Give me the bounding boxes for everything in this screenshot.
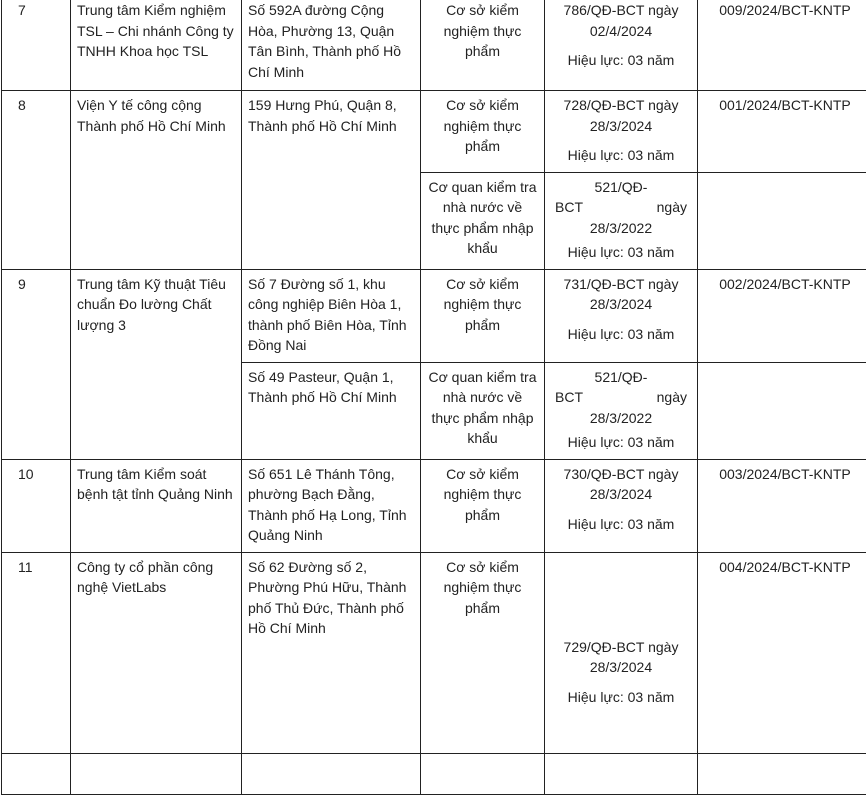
designation-type: Cơ sở kiểm nghiệm thực phẩm [421,552,545,753]
validity: Hiệu lực: 03 năm [551,687,691,708]
designation-type: Cơ quan kiểm tra nhà nước về thực phẩm nhập khẩu [421,362,545,459]
validity: Hiệu lực: 03 năm [551,324,691,345]
decision-number: 521/QĐ- [551,177,691,198]
address: Số 62 Đường số 2, Phường Phú Hữu, Thành phố Thủ Đức, Thành phố Hồ Chí Minh [242,552,421,753]
row-number: 10 [2,459,71,552]
designation-type: Cơ sở kiểm nghiệm thực phẩm [421,91,545,173]
address: Số 7 Đường số 1, khu công nghiệp Biên Hòa 1, thành phố Biên Hòa, Tỉnh Đồng Nai [242,269,421,362]
validity: Hiệu lực: 03 năm [551,432,691,453]
table-row [2,0,866,91]
decision-issuer-line [551,387,691,408]
row-number: 8 [2,91,71,270]
table-row [2,269,866,362]
decision-date: 28/3/2024 [551,657,691,678]
row-number: 9 [2,269,71,459]
decision-date: 28/3/2022 [551,218,691,239]
validity: Hiệu lực: 03 năm [551,50,691,71]
row-number-empty [2,753,71,794]
decision-cell-empty [545,753,698,794]
designation-type: Cơ sở kiểm nghiệm thực phẩm [421,0,545,91]
decision-number: 728/QĐ-BCT ngày [551,95,691,116]
address: 159 Hưng Phú, Quận 8, Thành phố Hồ Chí Minh [242,91,421,270]
table-row [2,552,866,753]
designation-type: Cơ sở kiểm nghiệm thực phẩm [421,459,545,552]
decision-date-label: ngày [657,387,687,408]
table-row-partial [2,753,866,794]
certification-table [1,0,866,795]
decision-issuer: BCT [555,197,583,218]
decision-number: 730/QĐ-BCT ngày [551,464,691,485]
decision-cell [545,552,698,753]
designation-type: Cơ sở kiểm nghiệm thực phẩm [421,269,545,362]
decision-cell [545,172,698,269]
validity: Hiệu lực: 03 năm [551,514,691,535]
organization-name: Trung tâm Kiểm nghiệm TSL – Chi nhánh Công ty TNHH Khoa học TSL [71,0,242,91]
table-row [2,91,866,173]
certificate-number: 001/2024/BCT-KNTP [698,91,866,173]
organization-name: Công ty cổ phần công nghệ VietLabs [71,552,242,753]
certificate-number-empty [698,172,866,269]
address: Số 592A đường Cộng Hòa, Phường 13, Quận Tân Bình, Thành phố Hồ Chí Minh [242,0,421,91]
decision-issuer-line [551,197,691,218]
cell-spacer [551,557,691,637]
decision-date: 28/3/2024 [551,484,691,505]
validity: Hiệu lực: 03 năm [551,145,691,166]
certificate-number: 002/2024/BCT-KNTP [698,269,866,362]
decision-number: 729/QĐ-BCT ngày [551,637,691,658]
table-row [2,459,866,552]
organization-name: Viện Y tế công cộng Thành phố Hồ Chí Minh [71,91,242,270]
decision-cell [545,91,698,173]
decision-date: 28/3/2024 [551,116,691,137]
decision-number: 786/QĐ-BCT ngày [551,0,691,21]
row-number: 11 [2,552,71,753]
address: Số 651 Lê Thánh Tông, phường Bạch Đằng, Thành phố Hạ Long, Tỉnh Quảng Ninh [242,459,421,552]
decision-date: 02/4/2024 [551,21,691,42]
organization-name: Trung tâm Kỹ thuật Tiêu chuẩn Đo lường Chất lượng 3 [71,269,242,459]
certificate-number: 009/2024/BCT-KNTP [698,0,866,91]
row-number: 7 [2,0,71,91]
decision-date: 28/3/2022 [551,408,691,429]
certificate-number-empty [698,362,866,459]
address-empty [242,753,421,794]
designation-type: Cơ quan kiểm tra nhà nước về thực phẩm nhập khẩu [421,172,545,269]
decision-number: 521/QĐ- [551,367,691,388]
decision-cell [545,0,698,91]
certificate-number: 004/2024/BCT-KNTP [698,552,866,753]
certificate-number-empty [698,753,866,794]
address: Số 49 Pasteur, Quận 1, Thành phố Hồ Chí Minh [242,362,421,459]
decision-date: 28/3/2024 [551,294,691,315]
decision-cell [545,459,698,552]
certificate-number: 003/2024/BCT-KNTP [698,459,866,552]
decision-cell [545,269,698,362]
decision-number: 731/QĐ-BCT ngày [551,274,691,295]
decision-date-label: ngày [657,197,687,218]
designation-type-empty [421,753,545,794]
organization-name-empty [71,753,242,794]
validity: Hiệu lực: 03 năm [551,242,691,263]
decision-cell [545,362,698,459]
decision-issuer: BCT [555,387,583,408]
organization-name: Trung tâm Kiểm soát bệnh tật tỉnh Quảng Ninh [71,459,242,552]
